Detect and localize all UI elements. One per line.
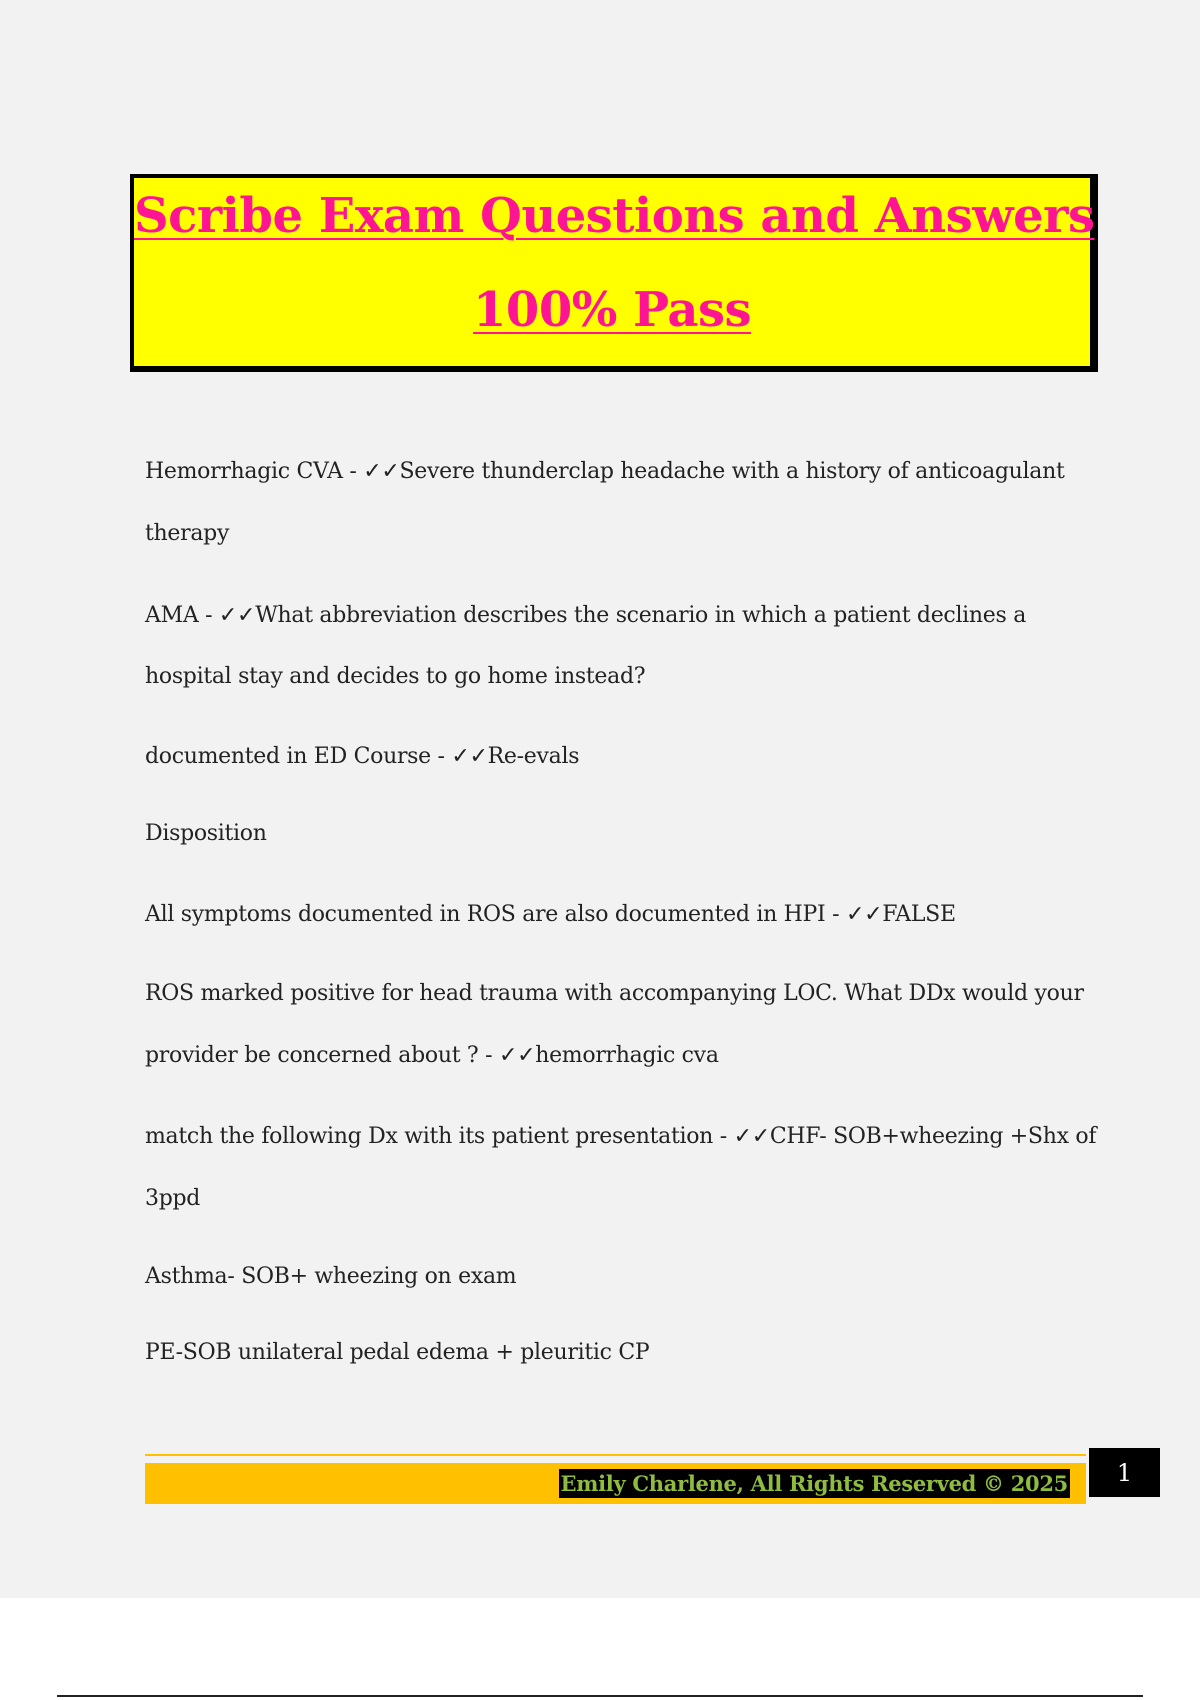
qa-item-continuation (145, 664, 645, 689)
answer-text: Asthma- SOB+ wheezing on exam (145, 1264, 517, 1289)
answer-text: 3ppd (145, 1186, 201, 1211)
double-check-icon: ✓✓ (733, 1124, 770, 1149)
footer-bar (145, 1463, 1086, 1504)
title-box (130, 174, 1098, 372)
answer-text: FALSE (882, 902, 956, 927)
double-check-icon: ✓✓ (451, 744, 488, 769)
copyright-text: Emily Charlene, All Rights Reserved © 2025 (560, 1471, 1068, 1496)
document-title: Scribe Exam Questions and Answers (134, 188, 1095, 244)
question-text: match the following Dx with its patient presentation - (145, 1124, 734, 1149)
qa-item-ama (145, 603, 1026, 628)
qa-item-ros-hpi (145, 902, 956, 927)
bottom-divider (57, 1695, 1143, 1697)
question-text: AMA - (145, 603, 219, 628)
qa-item-continuation (145, 1186, 200, 1211)
page-number: 1 (1089, 1448, 1160, 1497)
question-text: All symptoms documented in ROS are also documented in HPI - (145, 902, 846, 927)
answer-text: PE-SOB unilateral pedal edema + pleuritic CP (145, 1340, 650, 1365)
qa-item-continuation (145, 1043, 719, 1068)
answer-text: CHF- SOB+wheezing +Shx of (769, 1124, 1097, 1149)
question-text: ROS marked positive for head trauma with accompanying LOC. What DDx would your (145, 981, 1084, 1006)
answer-text: Severe thunderclap headache with a history of anticoagulant (399, 459, 1065, 484)
answer-text: What abbreviation describes the scenario in which a patient declines a (255, 603, 1027, 628)
qa-item-disposition (145, 821, 267, 846)
document-subtitle: 100% Pass (473, 282, 751, 338)
double-check-icon: ✓✓ (845, 902, 883, 927)
qa-item-pe (145, 1340, 649, 1365)
question-text: provider be concerned about ? - (145, 1043, 499, 1068)
double-check-icon: ✓✓ (363, 459, 400, 484)
qa-item-ed-course (145, 744, 579, 769)
answer-text: Disposition (145, 821, 267, 846)
question-text: Hemorrhagic CVA - (145, 459, 364, 484)
qa-item-continuation (145, 521, 229, 546)
qa-item-head-trauma (145, 981, 1084, 1006)
answer-text: therapy (145, 521, 230, 546)
qa-item-hemorrhagic-cva (145, 459, 1065, 484)
footer-divider (145, 1454, 1086, 1456)
qa-item-match-dx (145, 1124, 1096, 1149)
question-text: documented in ED Course - (145, 744, 452, 769)
double-check-icon: ✓✓ (498, 1043, 536, 1068)
qa-item-asthma (145, 1264, 516, 1289)
answer-text: hospital stay and decides to go home instead? (145, 664, 646, 689)
answer-text: Re-evals (487, 744, 580, 769)
answer-text: hemorrhagic cva (535, 1043, 719, 1068)
double-check-icon: ✓✓ (218, 603, 256, 628)
